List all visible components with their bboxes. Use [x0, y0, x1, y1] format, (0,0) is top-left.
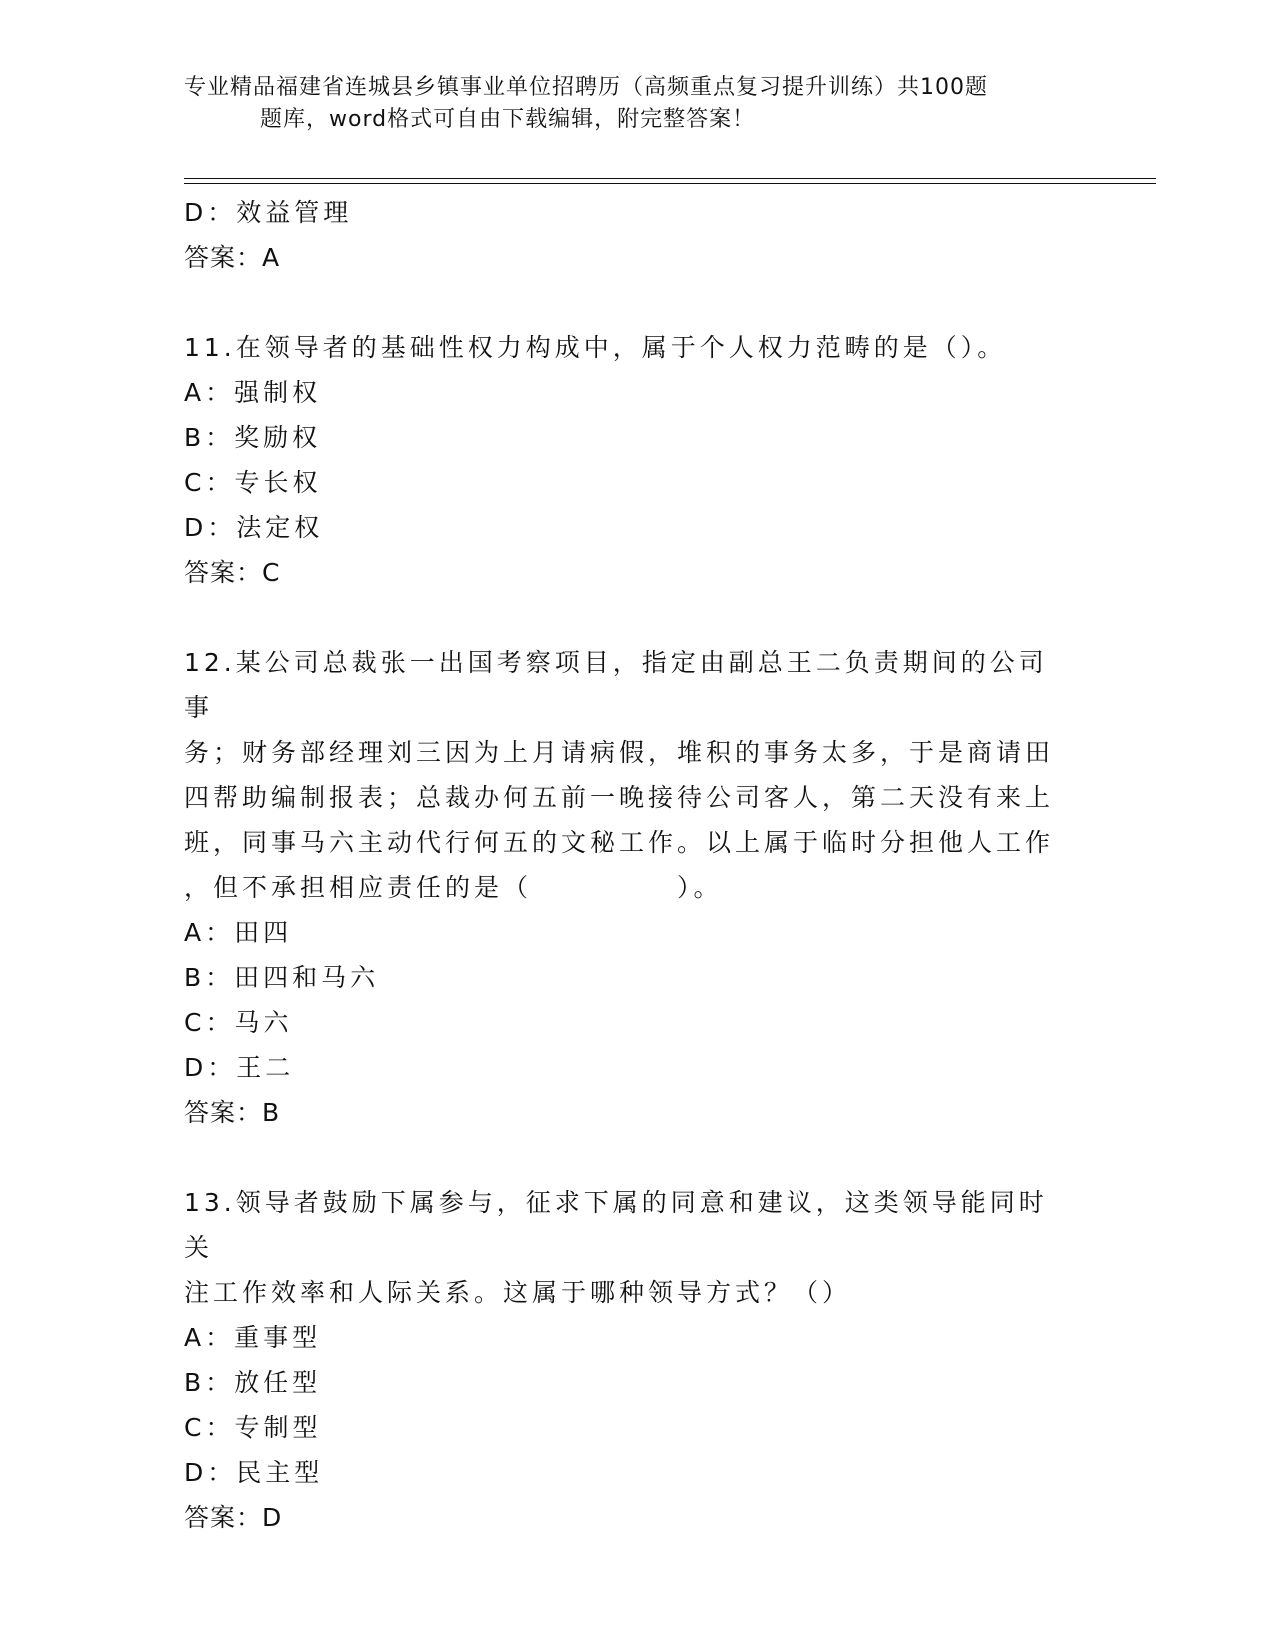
option-d: D：法定权 [184, 513, 324, 542]
option-a: A：强制权 [184, 378, 322, 407]
question-12 [184, 640, 1084, 1135]
option-c: C：马六 [184, 1008, 293, 1037]
option-b: B：放任型 [184, 1368, 322, 1397]
header-rule-bottom [184, 183, 1156, 184]
question-text-line: 四帮助编制报表；总裁办何五前一晚接待公司客人，第二天没有来上 [184, 783, 1055, 812]
answer: 答案：C [184, 558, 281, 587]
header-rule-top [184, 178, 1156, 179]
answer: 答案：B [184, 1098, 281, 1127]
question-13 [184, 1180, 1084, 1540]
option-d: D：民主型 [184, 1458, 324, 1487]
answer: 答案：A [184, 243, 281, 272]
question-text-line: 务；财务部经理刘三因为上月请病假，堆积的事务太多，于是商请田 [184, 738, 1055, 767]
option-b: B：奖励权 [184, 423, 322, 452]
option-c: C：专长权 [184, 468, 322, 497]
question-text-line: ，但不承担相应责任的是（ ）。 [184, 873, 723, 902]
spacer [184, 280, 1084, 325]
option-a: A：田四 [184, 918, 293, 947]
document-body [184, 190, 1084, 1540]
question-text-line: 12.某公司总裁张一出国考察项目，指定由副总王二负责期间的公司事 [184, 648, 1048, 722]
header-line-2: 题库，word格式可自由下载编辑，附完整答案！ [260, 107, 756, 132]
option-a: A：重事型 [184, 1323, 322, 1352]
question-text-line: 注工作效率和人际关系。这属于哪种领导方式？（） [184, 1278, 852, 1307]
spacer [184, 1135, 1084, 1180]
answer: 答案：D [184, 1503, 283, 1532]
spacer [184, 595, 1084, 640]
question-11 [184, 325, 1084, 595]
question-text: 11.在领导者的基础性权力构成中，属于个人权力范畴的是（）。 [184, 333, 1007, 362]
question-text-line: 13.领导者鼓励下属参与，征求下属的同意和建议，这类领导能同时关 [184, 1188, 1048, 1262]
option-b: B：田四和马六 [184, 963, 380, 992]
document-header [184, 72, 1064, 136]
question-10-tail [184, 190, 1084, 280]
question-text-line: 班，同事马六主动代行何五的文秘工作。以上属于临时分担他人工作 [184, 828, 1055, 857]
header-line-1: 专业精品福建省连城县乡镇事业单位招聘历（高频重点复习提升训练）共100题 [184, 75, 988, 100]
option-c: C：专制型 [184, 1413, 322, 1442]
option-d: D：效益管理 [184, 198, 353, 227]
option-d: D：王二 [184, 1053, 295, 1082]
